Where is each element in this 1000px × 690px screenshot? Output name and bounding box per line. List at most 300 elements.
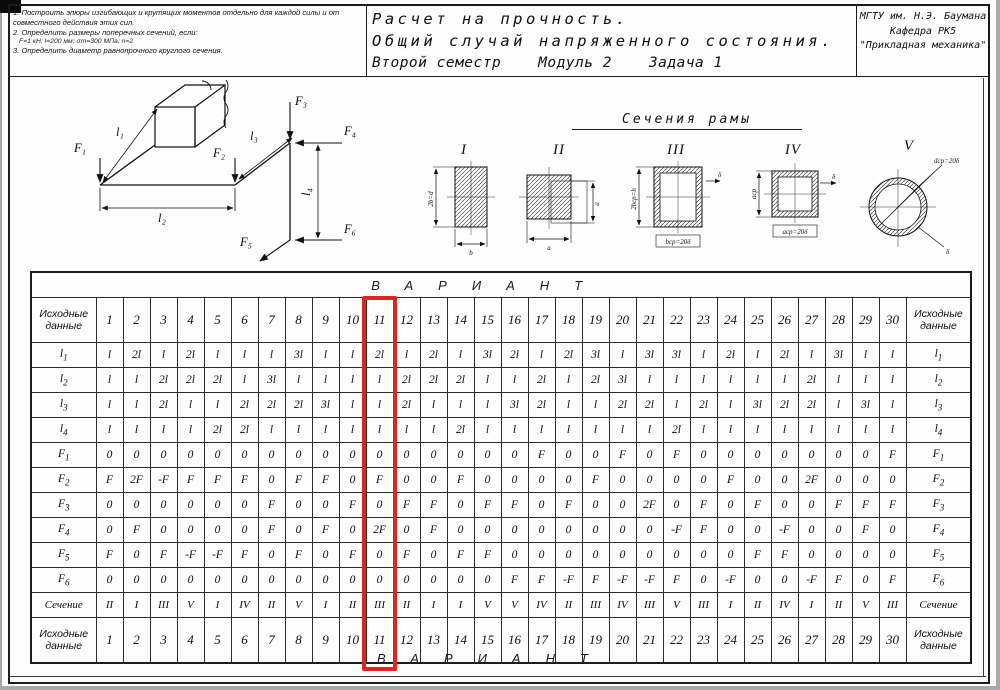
- variant-number-top-9: 9: [312, 298, 339, 343]
- variant-number-top-17: 17: [528, 298, 555, 343]
- cell-F3-v6: 0: [231, 493, 258, 518]
- cell-F1-v16: 0: [501, 443, 528, 468]
- dimension-lines: [100, 109, 322, 240]
- cell-l2-v27: 2l: [798, 368, 825, 393]
- cell-section-v8: V: [285, 593, 312, 618]
- cell-l3-v20: 2l: [609, 393, 636, 418]
- cell-F6-v25: 0: [744, 568, 771, 593]
- cell-l3-v23: 2l: [690, 393, 717, 418]
- cell-F2-v25: 0: [744, 468, 771, 493]
- cell-l4-v29: l: [852, 418, 879, 443]
- section-2-dim-vertical: a: [593, 202, 601, 206]
- cell-F3-v30: F: [879, 493, 906, 518]
- task-list: [13, 8, 361, 72]
- corner-label-right-bottom: Исходные данные: [906, 618, 971, 664]
- variant-number-top-18: 18: [555, 298, 582, 343]
- cell-l1-v18: 2l: [555, 343, 582, 368]
- variant-number-top-3: 3: [150, 298, 177, 343]
- section-1-dim-vertical: 2b=d: [427, 191, 435, 207]
- cell-l4-v22: 2l: [663, 418, 690, 443]
- cell-F6-v23: 0: [690, 568, 717, 593]
- frame-members: [100, 143, 290, 240]
- cell-l1-v12: l: [393, 343, 420, 368]
- cell-F2-v21: 0: [636, 468, 663, 493]
- cell-F5-v16: 0: [501, 543, 528, 568]
- cell-F3-v11: 0: [366, 493, 393, 518]
- cell-l3-v29: 3l: [852, 393, 879, 418]
- cell-l1-v5: l: [204, 343, 231, 368]
- cell-l2-v25: l: [744, 368, 771, 393]
- cell-section-v25: II: [744, 593, 771, 618]
- variant-number-top-21: 21: [636, 298, 663, 343]
- row-label-right-l3: $l_3$: [906, 393, 971, 418]
- variants-table: [30, 271, 972, 664]
- cell-F5-v20: 0: [609, 543, 636, 568]
- variant-number-bottom-1: 1: [96, 618, 123, 664]
- cell-F3-v1: 0: [96, 493, 123, 518]
- cell-F3-v9: 0: [312, 493, 339, 518]
- cell-l3-v26: 2l: [771, 393, 798, 418]
- cell-section-v23: III: [690, 593, 717, 618]
- cell-F6-v13: 0: [420, 568, 447, 593]
- cell-l1-v7: l: [258, 343, 285, 368]
- cell-F1-v4: 0: [177, 443, 204, 468]
- cell-F1-v28: 0: [825, 443, 852, 468]
- cell-F2-v6: F: [231, 468, 258, 493]
- cell-F5-v29: 0: [852, 543, 879, 568]
- section-5: [850, 138, 968, 265]
- cell-F1-v29: 0: [852, 443, 879, 468]
- row-label-left-F4: $F_4$: [31, 518, 96, 543]
- cell-F1-v3: 0: [150, 443, 177, 468]
- variant-number-top-4: 4: [177, 298, 204, 343]
- cell-F3-v25: F: [744, 493, 771, 518]
- cell-l1-v28: 3l: [825, 343, 852, 368]
- cell-l2-v9: l: [312, 368, 339, 393]
- cell-F1-v17: F: [528, 443, 555, 468]
- cell-section-v27: I: [798, 593, 825, 618]
- section-1-drawing: [425, 159, 503, 259]
- row-label-left-l4: $l_4$: [31, 418, 96, 443]
- cell-F6-v8: 0: [285, 568, 312, 593]
- cell-F3-v18: F: [555, 493, 582, 518]
- cell-l4-v20: l: [609, 418, 636, 443]
- cell-F6-v10: 0: [339, 568, 366, 593]
- cell-F4-v6: 0: [231, 518, 258, 543]
- cell-F3-v23: F: [690, 493, 717, 518]
- cell-section-v19: III: [582, 593, 609, 618]
- row-label-left-l2: $l_2$: [31, 368, 96, 393]
- cell-F3-v19: 0: [582, 493, 609, 518]
- cell-l1-v30: l: [879, 343, 906, 368]
- cell-F4-v18: 0: [555, 518, 582, 543]
- cell-section-v1: II: [96, 593, 123, 618]
- beam-box: [155, 80, 228, 147]
- cell-F4-v15: 0: [474, 518, 501, 543]
- row-label-left-l3: $l_3$: [31, 393, 96, 418]
- cell-l2-v6: l: [231, 368, 258, 393]
- cell-F3-v15: F: [474, 493, 501, 518]
- variant-number-bottom-9: 9: [312, 618, 339, 664]
- cell-F6-v9: 0: [312, 568, 339, 593]
- cell-l4-v30: l: [879, 418, 906, 443]
- cell-l1-v8: 3l: [285, 343, 312, 368]
- cell-l4-v10: l: [339, 418, 366, 443]
- variant-number-bottom-17: 17: [528, 618, 555, 664]
- variant-number-top-25: 25: [744, 298, 771, 343]
- force-label-f5: F₅: [240, 235, 252, 249]
- cell-l2-v22: l: [663, 368, 690, 393]
- org-line-1: МГТУ им. Н.Э. Баумана: [859, 11, 987, 22]
- row-label-left-F2: $F_2$: [31, 468, 96, 493]
- variant-number-bottom-12: 12: [393, 618, 420, 664]
- cell-F6-v3: 0: [150, 568, 177, 593]
- cell-F1-v23: 0: [690, 443, 717, 468]
- title-line-3: Второй семестр Модуль 2 Задача 1: [372, 55, 723, 71]
- cell-F2-v11: F: [366, 468, 393, 493]
- cell-l1-v13: 2l: [420, 343, 447, 368]
- cell-section-v11: III: [366, 593, 393, 618]
- cell-l4-v17: l: [528, 418, 555, 443]
- variant-number-bottom-22: 22: [663, 618, 690, 664]
- cell-F4-v12: 0: [393, 518, 420, 543]
- cell-F4-v2: F: [123, 518, 150, 543]
- cell-F5-v10: F: [339, 543, 366, 568]
- cell-l3-v12: 2l: [393, 393, 420, 418]
- cell-F6-v28: F: [825, 568, 852, 593]
- cell-section-v4: V: [177, 593, 204, 618]
- cell-l3-v14: l: [447, 393, 474, 418]
- cell-F4-v23: F: [690, 518, 717, 543]
- cell-l1-v10: l: [339, 343, 366, 368]
- cell-F3-v21: 2F: [636, 493, 663, 518]
- cell-F6-v27: -F: [798, 568, 825, 593]
- cell-F4-v4: 0: [177, 518, 204, 543]
- section-4-wall-thickness: δ: [832, 173, 836, 181]
- cell-l3-v7: 2l: [258, 393, 285, 418]
- cell-section-v9: I: [312, 593, 339, 618]
- cell-section-v30: III: [879, 593, 906, 618]
- variant-number-top-30: 30: [879, 298, 906, 343]
- cell-F1-v25: 0: [744, 443, 771, 468]
- cell-l3-v22: l: [663, 393, 690, 418]
- section-3-numeral: III: [667, 142, 685, 158]
- variant-number-bottom-7: 7: [258, 618, 285, 664]
- section-1-numeral: I: [461, 142, 467, 158]
- cell-F4-v30: 0: [879, 518, 906, 543]
- cell-l3-v5: l: [204, 393, 231, 418]
- row-label-right-F6: $F_6$: [906, 568, 971, 593]
- cell-F4-v14: 0: [447, 518, 474, 543]
- row-label-right-F1: $F_1$: [906, 443, 971, 468]
- cell-l1-v17: l: [528, 343, 555, 368]
- cell-F1-v14: 0: [447, 443, 474, 468]
- cell-F4-v11: 2F: [366, 518, 393, 543]
- cell-l1-v23: l: [690, 343, 717, 368]
- cell-l4-v3: l: [150, 418, 177, 443]
- cell-F5-v26: F: [771, 543, 798, 568]
- cell-F2-v29: 0: [852, 468, 879, 493]
- cell-F5-v8: F: [285, 543, 312, 568]
- cell-F2-v10: 0: [339, 468, 366, 493]
- row-label-left-F6: $F_6$: [31, 568, 96, 593]
- cell-F6-v19: F: [582, 568, 609, 593]
- section-5-numeral: V: [903, 138, 915, 154]
- cell-l2-v18: l: [555, 368, 582, 393]
- cell-F4-v3: 0: [150, 518, 177, 543]
- cell-F2-v16: 0: [501, 468, 528, 493]
- cell-l3-v8: 2l: [285, 393, 312, 418]
- cell-F2-v26: 0: [771, 468, 798, 493]
- cell-l2-v5: 2l: [204, 368, 231, 393]
- cell-section-v14: I: [447, 593, 474, 618]
- cell-F5-v5: -F: [204, 543, 231, 568]
- cell-F4-v1: 0: [96, 518, 123, 543]
- cell-l2-v3: 2l: [150, 368, 177, 393]
- cell-l3-v24: l: [717, 393, 744, 418]
- cell-l2-v11: l: [366, 368, 393, 393]
- cell-F1-v20: F: [609, 443, 636, 468]
- cell-F6-v5: 0: [204, 568, 231, 593]
- cell-F2-v14: F: [447, 468, 474, 493]
- cell-l3-v16: 3l: [501, 393, 528, 418]
- cell-F4-v21: 0: [636, 518, 663, 543]
- cell-l3-v27: 2l: [798, 393, 825, 418]
- cell-F5-v6: F: [231, 543, 258, 568]
- cell-l4-v6: 2l: [231, 418, 258, 443]
- force-arrows: [100, 102, 342, 261]
- variant-number-bottom-25: 25: [744, 618, 771, 664]
- cell-l2-v20: 3l: [609, 368, 636, 393]
- variant-number-top-2: 2: [123, 298, 150, 343]
- cell-section-v2: I: [123, 593, 150, 618]
- cell-F3-v17: 0: [528, 493, 555, 518]
- cell-F6-v4: 0: [177, 568, 204, 593]
- cell-l4-v7: l: [258, 418, 285, 443]
- cell-F6-v2: 0: [123, 568, 150, 593]
- cell-F2-v24: F: [717, 468, 744, 493]
- force-label-f6: F₆: [344, 222, 356, 236]
- variant-number-bottom-14: 14: [447, 618, 474, 664]
- sections-title: Сечения рамы: [572, 112, 802, 130]
- cell-l2-v16: l: [501, 368, 528, 393]
- cell-section-v10: II: [339, 593, 366, 618]
- cell-l2-v12: 2l: [393, 368, 420, 393]
- cell-F4-v10: 0: [339, 518, 366, 543]
- cell-l3-v1: l: [96, 393, 123, 418]
- task-item-3: 3. Определить диаметр равнопрочного круглого сечения.: [13, 46, 223, 56]
- org-line-3: "Прикладная механика": [859, 40, 987, 51]
- cell-F2-v12: 0: [393, 468, 420, 493]
- cell-F6-v7: 0: [258, 568, 285, 593]
- cell-F4-v13: F: [420, 518, 447, 543]
- cell-F6-v18: -F: [555, 568, 582, 593]
- cell-section-v28: II: [825, 593, 852, 618]
- cell-F3-v3: 0: [150, 493, 177, 518]
- cell-F4-v28: 0: [825, 518, 852, 543]
- cell-section-v16: V: [501, 593, 528, 618]
- cell-l1-v29: l: [852, 343, 879, 368]
- header-bottom-border: [8, 76, 988, 77]
- cell-l4-v2: l: [123, 418, 150, 443]
- variant-number-top-27: 27: [798, 298, 825, 343]
- cell-F3-v26: 0: [771, 493, 798, 518]
- cell-F5-v7: 0: [258, 543, 285, 568]
- cell-l3-v3: 2l: [150, 393, 177, 418]
- cell-F2-v22: 0: [663, 468, 690, 493]
- variant-number-bottom-30: 30: [879, 618, 906, 664]
- variant-number-bottom-16: 16: [501, 618, 528, 664]
- cell-F5-v17: 0: [528, 543, 555, 568]
- cell-F1-v8: 0: [285, 443, 312, 468]
- frame-diagram: [50, 80, 395, 270]
- variant-number-bottom-29: 29: [852, 618, 879, 664]
- row-label-left-F1: $F_1$: [31, 443, 96, 468]
- cell-l1-v4: 2l: [177, 343, 204, 368]
- section-3-dim-horizontal: bср=20δ: [665, 238, 691, 246]
- cell-F3-v10: F: [339, 493, 366, 518]
- cell-F2-v15: 0: [474, 468, 501, 493]
- task-formula: F=1 кН; l=200 мм; σт=300 МПа; n=2: [19, 37, 134, 45]
- cell-F4-v16: 0: [501, 518, 528, 543]
- cell-F3-v20: 0: [609, 493, 636, 518]
- cell-section-v3: III: [150, 593, 177, 618]
- cell-F5-v12: F: [393, 543, 420, 568]
- cell-F1-v2: 0: [123, 443, 150, 468]
- cell-F6-v1: 0: [96, 568, 123, 593]
- variant-number-top-20: 20: [609, 298, 636, 343]
- variant-number-bottom-2: 2: [123, 618, 150, 664]
- cell-l4-v18: l: [555, 418, 582, 443]
- variant-number-top-12: 12: [393, 298, 420, 343]
- corner-label-left-bottom: Исходные данные: [31, 618, 96, 664]
- cell-l2-v24: l: [717, 368, 744, 393]
- cell-F2-v28: 0: [825, 468, 852, 493]
- variant-number-top-6: 6: [231, 298, 258, 343]
- cell-l3-v9: 3l: [312, 393, 339, 418]
- variant-number-bottom-18: 18: [555, 618, 582, 664]
- variant-number-bottom-20: 20: [609, 618, 636, 664]
- cell-l1-v24: 2l: [717, 343, 744, 368]
- cell-l1-v9: l: [312, 343, 339, 368]
- cell-F5-v18: 0: [555, 543, 582, 568]
- variant-number-bottom-10: 10: [339, 618, 366, 664]
- cell-l1-v15: 3l: [474, 343, 501, 368]
- cell-F6-v26: 0: [771, 568, 798, 593]
- cell-F6-v22: F: [663, 568, 690, 593]
- cell-F1-v24: 0: [717, 443, 744, 468]
- cell-l4-v19: l: [582, 418, 609, 443]
- cell-F3-v14: 0: [447, 493, 474, 518]
- cell-l3-v13: l: [420, 393, 447, 418]
- cell-l1-v19: 3l: [582, 343, 609, 368]
- section-1: [425, 142, 503, 264]
- cell-F2-v4: F: [177, 468, 204, 493]
- cell-l2-v23: l: [690, 368, 717, 393]
- cell-F2-v30: 0: [879, 468, 906, 493]
- cell-l4-v5: 2l: [204, 418, 231, 443]
- variant-number-top-19: 19: [582, 298, 609, 343]
- cell-l3-v6: 2l: [231, 393, 258, 418]
- cell-F2-v13: 0: [420, 468, 447, 493]
- variant-number-top-1: 1: [96, 298, 123, 343]
- cell-F1-v26: 0: [771, 443, 798, 468]
- variant-number-bottom-3: 3: [150, 618, 177, 664]
- cell-l1-v21: 3l: [636, 343, 663, 368]
- cell-F5-v9: 0: [312, 543, 339, 568]
- cell-F3-v27: 0: [798, 493, 825, 518]
- cell-l3-v25: 3l: [744, 393, 771, 418]
- cell-F1-v27: 0: [798, 443, 825, 468]
- cell-F4-v27: 0: [798, 518, 825, 543]
- corner-label-left-top: Исходные данные: [31, 298, 96, 343]
- cell-F3-v16: F: [501, 493, 528, 518]
- cell-section-v15: V: [474, 593, 501, 618]
- cell-F6-v21: -F: [636, 568, 663, 593]
- cell-l4-v14: 2l: [447, 418, 474, 443]
- cell-F2-v2: 2F: [123, 468, 150, 493]
- variant-number-bottom-8: 8: [285, 618, 312, 664]
- cell-l2-v28: l: [825, 368, 852, 393]
- cell-F1-v5: 0: [204, 443, 231, 468]
- variant-number-top-28: 28: [825, 298, 852, 343]
- cell-F6-v6: 0: [231, 568, 258, 593]
- cell-F1-v7: 0: [258, 443, 285, 468]
- cell-section-v13: I: [420, 593, 447, 618]
- cell-F1-v15: 0: [474, 443, 501, 468]
- cell-l2-v7: 3l: [258, 368, 285, 393]
- cell-F2-v27: 2F: [798, 468, 825, 493]
- cell-F4-v26: -F: [771, 518, 798, 543]
- cell-l2-v2: l: [123, 368, 150, 393]
- cell-l4-v1: l: [96, 418, 123, 443]
- cell-l3-v17: 2l: [528, 393, 555, 418]
- variant-number-top-8: 8: [285, 298, 312, 343]
- cell-F3-v13: F: [420, 493, 447, 518]
- variant-number-top-11: 11: [366, 298, 393, 343]
- cell-F1-v19: 0: [582, 443, 609, 468]
- variant-number-top-24: 24: [717, 298, 744, 343]
- variant-number-bottom-6: 6: [231, 618, 258, 664]
- section-3-drawing: [628, 159, 724, 261]
- variant-number-bottom-13: 13: [420, 618, 447, 664]
- cell-section-v21: III: [636, 593, 663, 618]
- cell-F2-v5: F: [204, 468, 231, 493]
- cell-F2-v7: 0: [258, 468, 285, 493]
- cell-section-v26: IV: [771, 593, 798, 618]
- variant-number-bottom-23: 23: [690, 618, 717, 664]
- section-4-numeral: IV: [784, 142, 802, 158]
- cell-F4-v5: 0: [204, 518, 231, 543]
- cell-l4-v13: l: [420, 418, 447, 443]
- cell-F2-v17: 0: [528, 468, 555, 493]
- cell-F1-v6: 0: [231, 443, 258, 468]
- cell-F5-v30: 0: [879, 543, 906, 568]
- cell-l2-v17: 2l: [528, 368, 555, 393]
- cell-F6-v11: 0: [366, 568, 393, 593]
- cell-F1-v12: 0: [393, 443, 420, 468]
- cell-F3-v5: 0: [204, 493, 231, 518]
- cell-l2-v29: l: [852, 368, 879, 393]
- cell-section-v7: II: [258, 593, 285, 618]
- cell-l4-v25: l: [744, 418, 771, 443]
- cell-l1-v25: l: [744, 343, 771, 368]
- variant-number-top-14: 14: [447, 298, 474, 343]
- cell-F4-v7: F: [258, 518, 285, 543]
- cell-l1-v1: l: [96, 343, 123, 368]
- variant-number-top-26: 26: [771, 298, 798, 343]
- row-label-left-l1: $l_1$: [31, 343, 96, 368]
